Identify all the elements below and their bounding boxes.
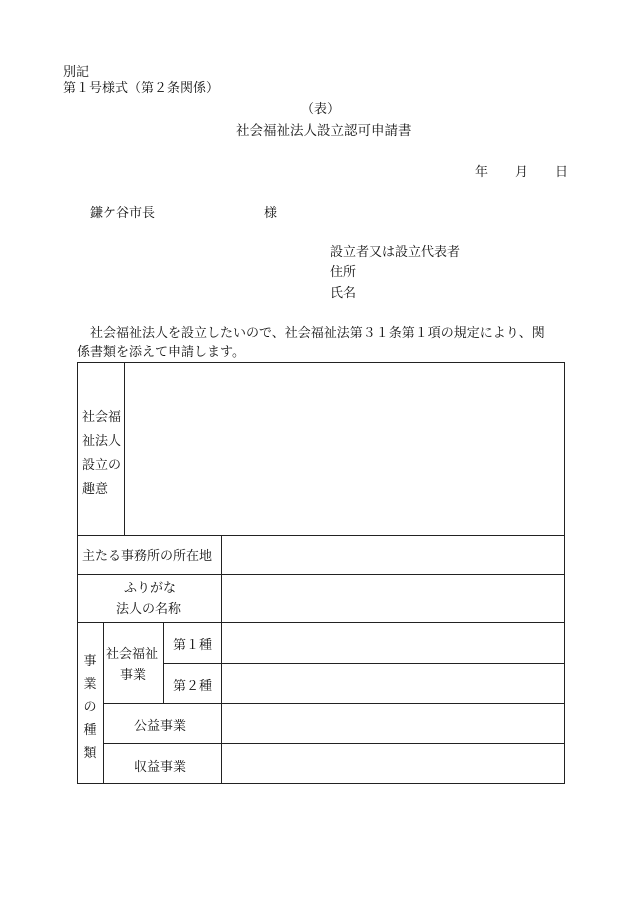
purpose-label-line-4: 趣意 <box>82 482 109 497</box>
application-table <box>77 362 565 784</box>
type2-label: 第２種 <box>173 679 213 694</box>
furigana-label: ふりがな <box>124 581 177 596</box>
side-label: （表） <box>301 102 341 117</box>
purpose-label-line-2: 祉法人 <box>82 434 122 449</box>
welfare-business-label-line-2: 事業 <box>120 668 147 683</box>
addressee-honorific: 様 <box>264 206 278 221</box>
date-month-label: 月 <box>515 165 529 180</box>
annex-label: 別記 <box>63 65 90 80</box>
corporation-name-field[interactable] <box>222 575 564 622</box>
business-type-char: 類 <box>83 746 97 761</box>
public-interest-business-label: 公益事業 <box>134 719 187 734</box>
profit-business-label: 収益事業 <box>134 760 187 775</box>
business-type-char: の <box>83 700 97 715</box>
applicant-role: 設立者又は設立代表者 <box>330 245 461 260</box>
type2-business-field[interactable] <box>222 664 564 703</box>
business-type-char: 業 <box>83 677 97 692</box>
applicant-name-label: 氏名 <box>330 286 357 301</box>
applicant-address-label: 住所 <box>330 265 357 280</box>
document-title: 社会福祉法人設立認可申請書 <box>236 123 412 139</box>
date-year-label: 年 <box>475 165 489 180</box>
corporation-name-label: 法人の名称 <box>116 602 182 617</box>
type1-label: 第１種 <box>173 638 213 653</box>
office-location-label: 主たる事務所の所在地 <box>82 549 213 564</box>
col-divider-business-type <box>103 622 104 783</box>
profit-business-field[interactable] <box>222 744 564 783</box>
date-day-label: 日 <box>555 165 569 180</box>
business-type-label <box>82 655 98 770</box>
col-divider-welfare <box>163 622 164 703</box>
welfare-business-label-line-1: 社会福祉 <box>106 647 159 662</box>
type1-business-field[interactable] <box>222 623 564 663</box>
addressee-name: 鎌ケ谷市長 <box>90 206 156 221</box>
purpose-label-line-3: 設立の <box>82 458 122 473</box>
business-type-char: 事 <box>83 654 97 669</box>
office-location-field[interactable] <box>222 536 564 574</box>
business-type-char: 種 <box>83 723 97 738</box>
form-number: 第１号様式（第２条関係） <box>63 81 220 96</box>
public-interest-business-field[interactable] <box>222 704 564 743</box>
purpose-label-line-1: 社会福 <box>82 410 122 425</box>
purpose-field[interactable] <box>125 363 564 535</box>
body-text-line-1: 社会福祉法人を設立したいので、社会福祉法第３１条第１項の規定により、関 <box>90 326 545 341</box>
body-text-line-2: 係書類を添えて申請します。 <box>77 345 245 360</box>
